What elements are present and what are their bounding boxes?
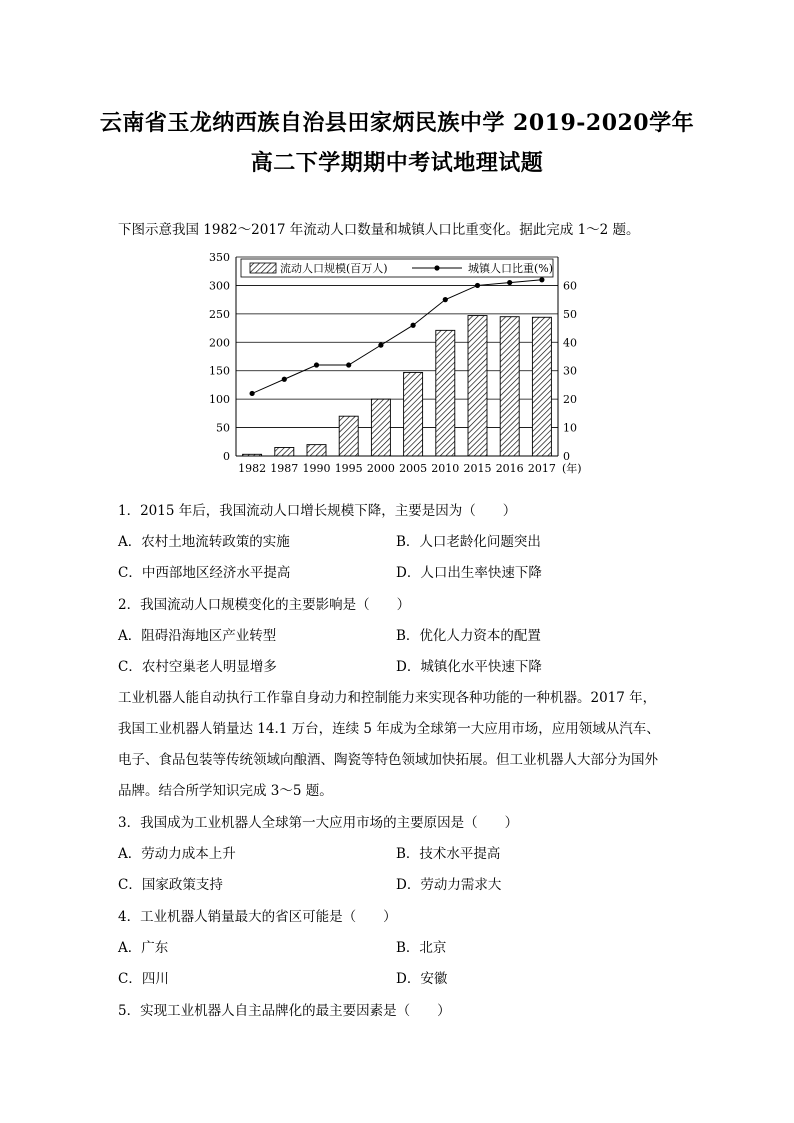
x-tick-label: 2016 bbox=[495, 462, 524, 475]
q1-stem: 1．2015 年后，我国流动人口增长规模下降，主要是因为（ ） bbox=[118, 503, 517, 519]
legend-bar-label: 流动人口规模(百万人) bbox=[280, 262, 388, 275]
legend-line-label: 城镇人口比重(%) bbox=[468, 262, 554, 275]
x-tick-label: 1995 bbox=[334, 462, 363, 475]
doc-title-line-2: 高二下学期期中考试地理试题 bbox=[250, 150, 544, 176]
point-1982 bbox=[250, 391, 255, 396]
doc-title-line-1: 云南省玉龙纳西族自治县田家炳民族中学 2019-2020学年 bbox=[99, 110, 695, 136]
q2-stem: 2．我国流动人口规模变化的主要影响是（ ） bbox=[118, 597, 411, 613]
bar-2010 bbox=[436, 330, 455, 456]
point-2000 bbox=[378, 343, 383, 348]
q3-option-d: D．劳动力需求大 bbox=[396, 877, 502, 893]
legend-bar-swatch bbox=[250, 263, 276, 273]
y-right-tick-label: 60 bbox=[563, 279, 577, 293]
x-tick-label: 2015 bbox=[463, 462, 492, 475]
y-left-tick-label: 350 bbox=[209, 251, 230, 264]
bar-1990 bbox=[307, 445, 326, 456]
passage-line-2: 我国工业机器人销量达 14.1 万台，连续 5 年成为全球第一大应用市场，应用领域从汽车、 bbox=[118, 721, 660, 737]
population-chart bbox=[198, 245, 590, 481]
x-tick-label: 2000 bbox=[366, 462, 395, 475]
chart-svg bbox=[198, 245, 590, 477]
point-2010 bbox=[443, 297, 448, 302]
passage-line-4: 品牌。结合所学知识完成 3～5 题。 bbox=[118, 783, 333, 799]
intro-text: 下图示意我国 1982～2017 年流动人口数量和城镇人口比重变化。据此完成 1～2 题。 bbox=[118, 222, 640, 238]
y-right-tick-label: 30 bbox=[563, 364, 577, 378]
y-left-tick-label: 150 bbox=[209, 364, 230, 378]
y-left-tick-label: 0 bbox=[223, 450, 230, 463]
y-right-tick-label: 50 bbox=[563, 307, 577, 321]
q3-stem: 3．我国成为工业机器人全球第一大应用市场的主要原因是（ ） bbox=[118, 815, 519, 831]
q2-option-b: B．优化人力资本的配置 bbox=[396, 628, 541, 644]
bar-2016 bbox=[500, 317, 519, 456]
point-1995 bbox=[346, 362, 351, 367]
q2-option-a: A．阻碍沿海地区产业转型 bbox=[118, 628, 277, 644]
x-tick-label: 2017 bbox=[527, 462, 556, 475]
q1-option-d: D．人口出生率快速下降 bbox=[396, 565, 542, 581]
q1-option-c: C．中西部地区经济水平提高 bbox=[118, 565, 291, 581]
q4-option-c: C．四川 bbox=[118, 971, 169, 987]
point-2005 bbox=[411, 323, 416, 328]
y-right-tick-label: 20 bbox=[563, 393, 577, 407]
point-2017 bbox=[539, 277, 544, 282]
bar-2005 bbox=[404, 372, 423, 456]
point-2016 bbox=[507, 280, 512, 285]
y-right-tick-label: 40 bbox=[563, 336, 577, 350]
q3-option-c: C．国家政策支持 bbox=[118, 877, 223, 893]
x-tick-label: 2005 bbox=[399, 462, 428, 475]
bar-2015 bbox=[468, 316, 487, 456]
q5-stem: 5．实现工业机器人自主品牌化的最主要因素是（ ） bbox=[118, 1003, 451, 1019]
bar-1987 bbox=[275, 447, 294, 456]
urban-ratio-line bbox=[252, 280, 542, 394]
bar-2000 bbox=[371, 399, 390, 456]
legend-line-marker bbox=[434, 265, 439, 270]
y-left-tick-label: 50 bbox=[216, 421, 230, 435]
q1-option-b: B．人口老龄化问题突出 bbox=[396, 534, 541, 550]
y-left-tick-label: 250 bbox=[209, 307, 230, 321]
point-1987 bbox=[282, 377, 287, 382]
q3-option-b: B．技术水平提高 bbox=[396, 846, 501, 862]
y-right-tick-label: 10 bbox=[563, 421, 577, 435]
passage-line-1: 工业机器人能自动执行工作靠自身动力和控制能力来实现各种功能的一种机器。2017 年， bbox=[118, 690, 657, 706]
q1-option-a: A．农村土地流转政策的实施 bbox=[118, 534, 290, 550]
y-left-tick-label: 300 bbox=[209, 279, 230, 293]
x-axis-unit: (年) bbox=[562, 462, 582, 475]
x-tick-label: 2010 bbox=[431, 462, 460, 475]
q4-stem: 4．工业机器人销量最大的省区可能是（ ） bbox=[118, 909, 397, 925]
y-left-tick-label: 100 bbox=[209, 393, 230, 407]
x-tick-label: 1990 bbox=[302, 462, 331, 475]
x-tick-label: 1987 bbox=[270, 462, 299, 475]
x-tick-label: 1982 bbox=[238, 462, 267, 475]
bar-1995 bbox=[339, 416, 358, 456]
q2-option-d: D．城镇化水平快速下降 bbox=[396, 659, 542, 675]
q4-option-b: B．北京 bbox=[396, 940, 447, 956]
q4-option-d: D．安徽 bbox=[396, 971, 448, 987]
bar-2017 bbox=[532, 317, 551, 456]
point-2015 bbox=[475, 283, 480, 288]
q4-option-a: A．广东 bbox=[118, 940, 169, 956]
y-right-tick-label: 0 bbox=[563, 450, 570, 463]
q3-option-a: A．劳动力成本上升 bbox=[118, 846, 236, 862]
point-1990 bbox=[314, 362, 319, 367]
q2-option-c: C．农村空巢老人明显增多 bbox=[118, 659, 277, 675]
y-left-tick-label: 200 bbox=[209, 336, 230, 350]
passage-line-3: 电子、食品包装等传统领域向酿酒、陶瓷等特色领域加快拓展。但工业机器人大部分为国外 bbox=[118, 752, 658, 768]
